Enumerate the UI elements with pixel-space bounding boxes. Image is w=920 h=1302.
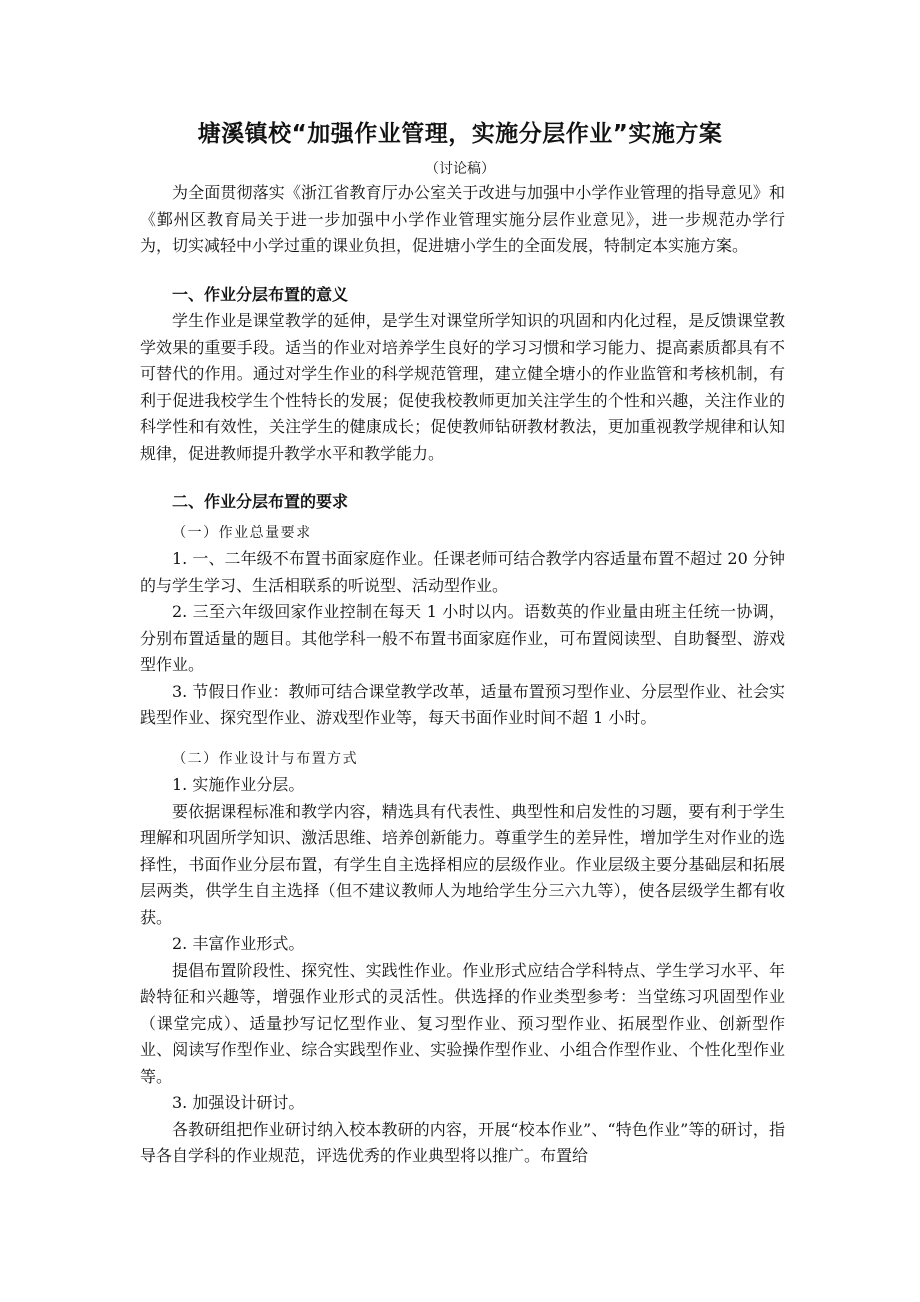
intro-paragraph: 为全面贯彻落实《浙江省教育厅办公室关于改进与加强中小学作业管理的指导意见》和《鄞州区教育局关于进一步加强中小学作业管理实施分层作业意见》，进一步规范办学行为，切实减轻中小学过重的课业负担，促进塘小学生的全面发展，特制定本实施方案。 <box>140 183 785 255</box>
document-subtitle: （讨论稿） <box>425 161 495 177</box>
design-point-2-title: 2. 丰富作业形式。 <box>172 934 305 953</box>
document-body <box>140 180 785 1170</box>
document-title: 塘溪镇校“加强作业管理，实施分层作业”实施方案 <box>197 121 723 147</box>
subsection-heading-design: （二）作业设计与布置方式 <box>172 750 359 767</box>
design-point-3-title: 3. 加强设计研讨。 <box>172 1093 305 1112</box>
section-paragraph-significance: 学生作业是课堂教学的延伸，是学生对课堂所学知识的巩固和内化过程，是反馈课堂教学效果的重要手段。适当的作业对培养学生良好的学习习惯和学习能力、提高素质都具有不可替代的作用。通过对学生作业的科学规范管理，建立健全塘小的作业监管和考核机制，有利于促进我校学生个性特长的发展；促使我校教师更加关注学生的个性和兴趣，关注作业的科学性和有效性，关注学生的健康成长；促使教师钻研教材教法，更加重视教学规律和认知规律，促进教师提升教学水平和教学能力。 <box>140 311 785 463</box>
requirement-item-3: 3. 节假日作业：教师可结合课堂教学改革，适量布置预习型作业、分层型作业、社会实践型作业、探究型作业、游戏型作业等，每天书面作业时间不超 1 小时。 <box>140 681 785 727</box>
subsection-heading-total-amount: （一）作业总量要求 <box>172 524 312 541</box>
design-point-2-body: 提倡布置阶段性、探究性、实践性作业。作业形式应结合学科特点、学生学习水平、年龄特征和兴趣等，增强作业形式的灵活性。供选择的作业类型参考：当堂练习巩固型作业（课堂完成）、适量抄写记忆型作业、复习型作业、预习型作业、拓展型作业、创新型作业、阅读写作型作业、综合实践型作业、实验操作型作业、小组合作型作业、个性化型作业等。 <box>140 960 785 1086</box>
design-point-1-body: 要依据课程标准和教学内容，精选具有代表性、典型性和启发性的习题，要有利于学生理解和巩固所学知识、激活思维、培养创新能力。尊重学生的差异性，增加学生对作业的选择性，书面作业分层布置，有学生自主选择相应的层级作业。作业层级主要分基础层和拓展层两类，供学生自主选择（但不建议教师人为地给学生分三六九等），使各层级学生都有收获。 <box>140 801 785 927</box>
design-point-3-body: 各教研组把作业研讨纳入校本教研的内容，开展“校本作业”、“特色作业”等的研讨，指导各自学科的作业规范，评选优秀的作业典型将以推广。布置给 <box>140 1119 785 1165</box>
section-heading-requirements: 二、作业分层布置的要求 <box>172 492 349 511</box>
design-point-1-title: 1. 实施作业分层。 <box>172 775 305 794</box>
section-heading-significance: 一、作业分层布置的意义 <box>172 284 349 304</box>
requirement-item-1: 1. 一、二年级不布置书面家庭作业。任课老师可结合教学内容适量布置不超过 20 分钟的与学生学习、生活相联系的听说型、活动型作业。 <box>140 549 785 595</box>
requirement-item-2: 2. 三至六年级回家作业控制在每天 1 小时以内。语数英的作业量由班主任统一协调，分别布置适量的题目。其他学科一般不布置书面家庭作业，可布置阅读型、自助餐型、游戏型作业。 <box>140 602 785 674</box>
